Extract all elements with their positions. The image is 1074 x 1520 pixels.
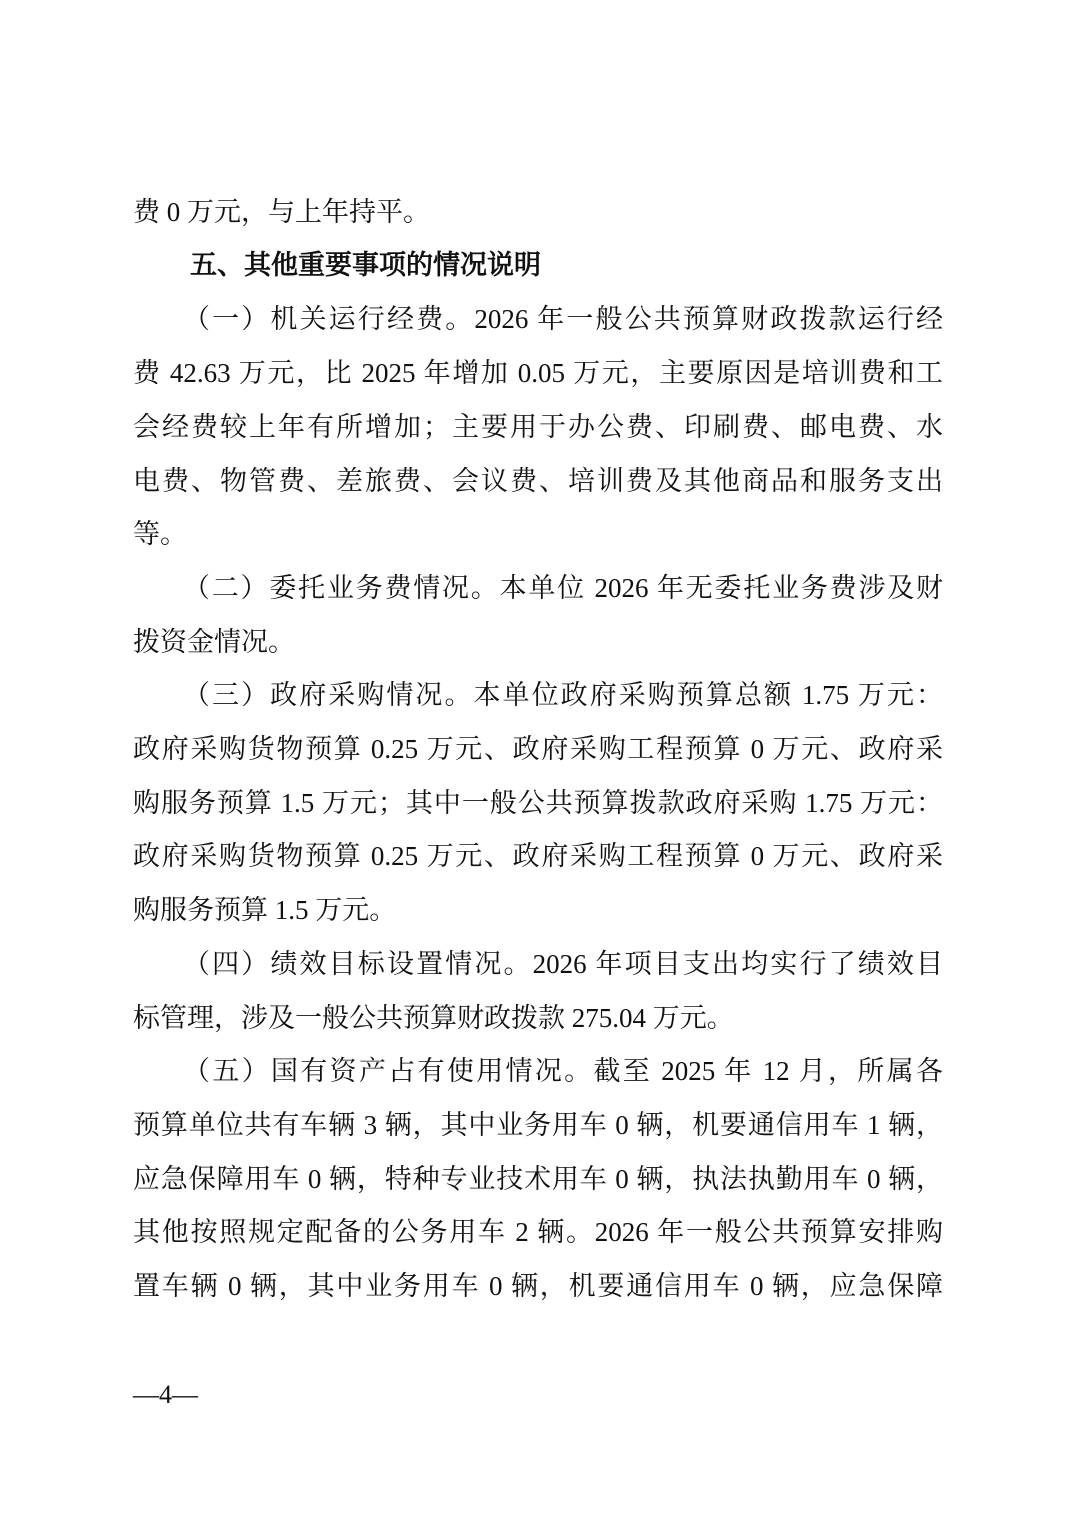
paragraph-line: 标管理，涉及一般公共预算财政拨款 275.04 万元。	[133, 1002, 734, 1033]
paragraph-line: 费 42.63 万元，比 2025 年增加 0.05 万元，主要原因是培训费和工	[133, 358, 943, 389]
paragraph-line: （四）绩效目标设置情况。2026 年项目支出均实行了绩效目	[183, 948, 943, 979]
paragraph-line: 电费、物管费、差旅费、会议费、培训费及其他商品和服务支出	[133, 465, 943, 496]
paragraph-line: （二）委托业务费情况。本单位 2026 年无委托业务费涉及财	[183, 572, 943, 603]
paragraph-line: 购服务预算 1.5 万元；其中一般公共预算拨款政府采购 1.75 万元：	[133, 787, 943, 818]
paragraph-line: （五）国有资产占有使用情况。截至 2025 年 12 月，所属各	[183, 1056, 943, 1087]
paragraph-line: 购服务预算 1.5 万元。	[133, 895, 397, 926]
section-heading: 五、其他重要事项的情况说明	[190, 249, 541, 281]
page-number: —4—	[133, 1380, 198, 1409]
paragraph-line: 应急保障用车 0 辆，特种专业技术用车 0 辆，执法执勤用车 0 辆，	[133, 1163, 943, 1194]
paragraph-line: 会经费较上年有所增加；主要用于办公费、印刷费、邮电费、水	[133, 411, 943, 442]
paragraph-line: 拨资金情况。	[133, 626, 295, 657]
paragraph-line: 费 0 万元，与上年持平。	[133, 197, 430, 227]
paragraph-line: （一）机关运行经费。2026 年一般公共预算财政拨款运行经	[183, 304, 943, 335]
paragraph-line: 政府采购货物预算 0.25 万元、政府采购工程预算 0 万元、政府采	[133, 734, 943, 764]
paragraph-line: 等。	[133, 519, 187, 550]
paragraph-line: 其他按照规定配备的公务用车 2 辆。2026 年一般公共预算安排购	[133, 1217, 943, 1248]
paragraph-line: 预算单位共有车辆 3 辆，其中业务用车 0 辆，机要通信用车 1 辆，	[133, 1109, 943, 1140]
paragraph-line: （三）政府采购情况。本单位政府采购预算总额 1.75 万元：	[183, 680, 943, 711]
paragraph-line: 置车辆 0 辆，其中业务用车 0 辆，机要通信用车 0 辆，应急保障	[133, 1271, 943, 1301]
paragraph-line: 政府采购货物预算 0.25 万元、政府采购工程预算 0 万元、政府采	[133, 841, 943, 872]
